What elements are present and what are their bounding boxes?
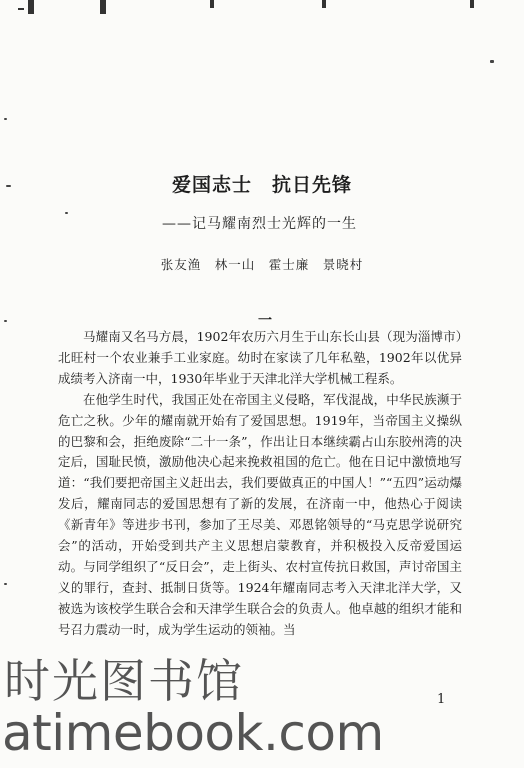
article-subtitle: ——记马耀南烈士光辉的一生 [162, 216, 357, 232]
article-body [58, 327, 462, 641]
body-paragraph: 在他学生时代，我国正处在帝国主义侵略，军伐混战，中华民族濒于危亡之秋。少年的耀南就开始有了爱国思想。1919年，当帝国主义操纵的巴黎和会，拒绝废除“二十一条”，作出让日本继续霸占山东胶州湾的决定后，国耻民愤，激励他决心起来挽救祖国的危亡。他在日记中激愤地写道：“我们要把帝国主义赶出去，我们要做真正的中国人！”“五四”运动爆发后，耀南同志的爱国思想有了新的发展，在济南一中，他热心于阅读《新青年》等进步书刊，参加了王尽美、邓恩铭领导的“马克思学说研究会”的活动，开始受到共产主义思想启蒙教育，并积极投入反帝爱国运动。与同学组织了“反日会”，走上街头、农村宣传抗日救国，声讨帝国主义的罪行，查封、抵制日货等。1924年耀南同志考入天津北洋大学，又被选为该校学生联合会和天津学生联合会的负责人。他卓越的组织才能和号召力震动一时，成为学生运动的领袖。当 [58, 391, 462, 637]
scan-speck [4, 583, 7, 585]
scan-artifact [210, 0, 214, 8]
page-number: 1 [437, 692, 446, 707]
scan-artifact [100, 0, 106, 14]
article-title: 爱国志士 抗日先锋 [171, 174, 352, 196]
scan-artifact [18, 8, 24, 10]
body-paragraph: 马耀南又名马方晨，1902年农历六月生于山东长山县（现为淄博市）北旺村一个农业兼手工业家庭。幼时在家读了几年私塾，1902年以优异成绩考入济南一中，1930年毕业于天津北洋大学机械工程系。 [58, 329, 462, 386]
scan-artifact [470, 0, 474, 8]
watermark [0, 654, 524, 768]
watermark-chinese: 时光图书馆 [4, 654, 244, 708]
section-number: 一 [258, 313, 272, 329]
scan-artifact [28, 0, 34, 14]
article-authors: 张友渔 林一山 霍士廉 景晓村 [160, 257, 364, 272]
scan-speck [4, 320, 7, 322]
scan-speck [65, 212, 68, 214]
scan-artifact [322, 0, 326, 8]
watermark-url: atimebook.com [2, 704, 384, 762]
scan-speck [490, 60, 494, 63]
scan-speck [4, 118, 7, 120]
